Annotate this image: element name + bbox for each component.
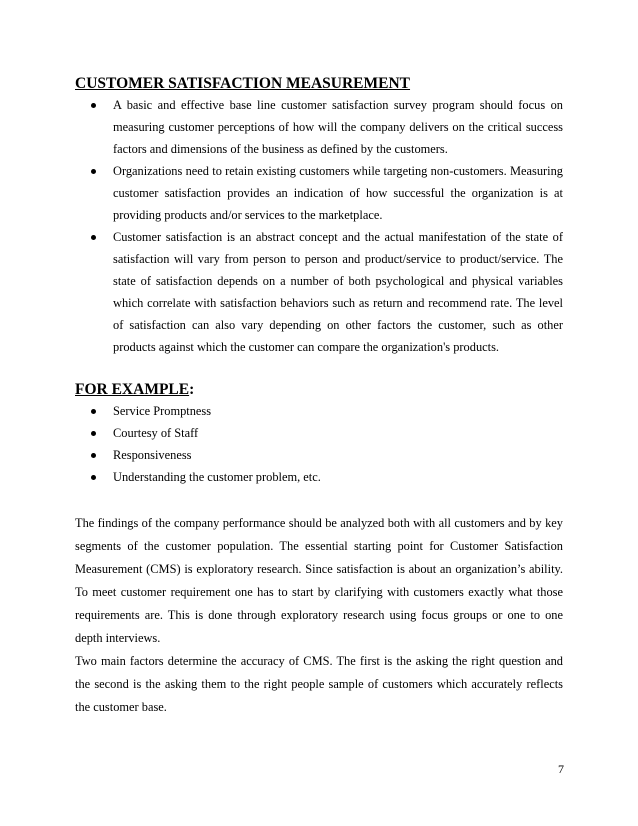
list-item-text: Responsiveness (113, 448, 192, 462)
bullet-icon (91, 169, 96, 174)
section-title-colon: : (189, 381, 195, 398)
list-item (75, 444, 563, 466)
section-title-for-example (75, 380, 563, 400)
document-page (75, 0, 563, 719)
list-item (75, 160, 563, 226)
list-item (75, 226, 563, 358)
section2-bullet-list (75, 400, 563, 488)
list-item-text: Understanding the customer problem, etc. (113, 470, 321, 484)
bullet-icon (91, 409, 96, 414)
body-paragraph: Two main factors determine the accuracy of CMS. The first is the asking the right question and the second is the asking them to the right people sample of customers which accurately reflects the customer base. (75, 654, 563, 714)
list-item (75, 422, 563, 444)
list-item (75, 400, 563, 422)
bullet-icon (91, 103, 96, 108)
body-paragraph: The findings of the company performance should be analyzed both with all customers and by key segments of the customer population. The essential starting point for Customer Satisfaction Measurement (CMS) is exploratory research. Since satisfaction is about an organization’s ability. To meet customer requirement one has to start by clarifying with customers exactly what those requirements are. This is done through exploratory research using focus groups or one to one depth interviews. (75, 516, 563, 645)
bullet-icon (91, 235, 96, 240)
list-item-text: Organizations need to retain existing customers while targeting non-customers. Measuring customer satisfaction provides an indication of how successful the organization is at providing products and/or services to the marketplace. (113, 164, 563, 222)
list-item-text: Courtesy of Staff (113, 426, 199, 440)
page-number: 7 (558, 762, 564, 776)
bullet-icon (91, 431, 96, 436)
list-item (75, 466, 563, 488)
list-item-text: Service Promptness (113, 404, 212, 418)
bullet-icon (91, 453, 96, 458)
bullet-icon (91, 475, 96, 480)
list-item (75, 94, 563, 160)
section1-bullet-list (75, 94, 563, 358)
list-item-text: A basic and effective base line customer satisfaction survey program should focus on measuring customer perceptions of how will the company delivers on the critical success factors and dimensions of the business as defined by the customers. (113, 98, 563, 156)
section-title-customer-satisfaction: CUSTOMER SATISFACTION MEASUREMENT (75, 75, 411, 92)
section-title-text: FOR EXAMPLE (75, 381, 190, 398)
list-item-text: Customer satisfaction is an abstract concept and the actual manifestation of the state of satisfaction will vary from person to person and product/service to product/service. The state of satisfaction depends on a number of both psychological and physical variables which correlate with satisfaction behaviors such as return and recommend rate. The level of satisfaction can also vary depending on other factors the customer, such as other products against which the customer can compare the organization's products. (113, 230, 563, 354)
